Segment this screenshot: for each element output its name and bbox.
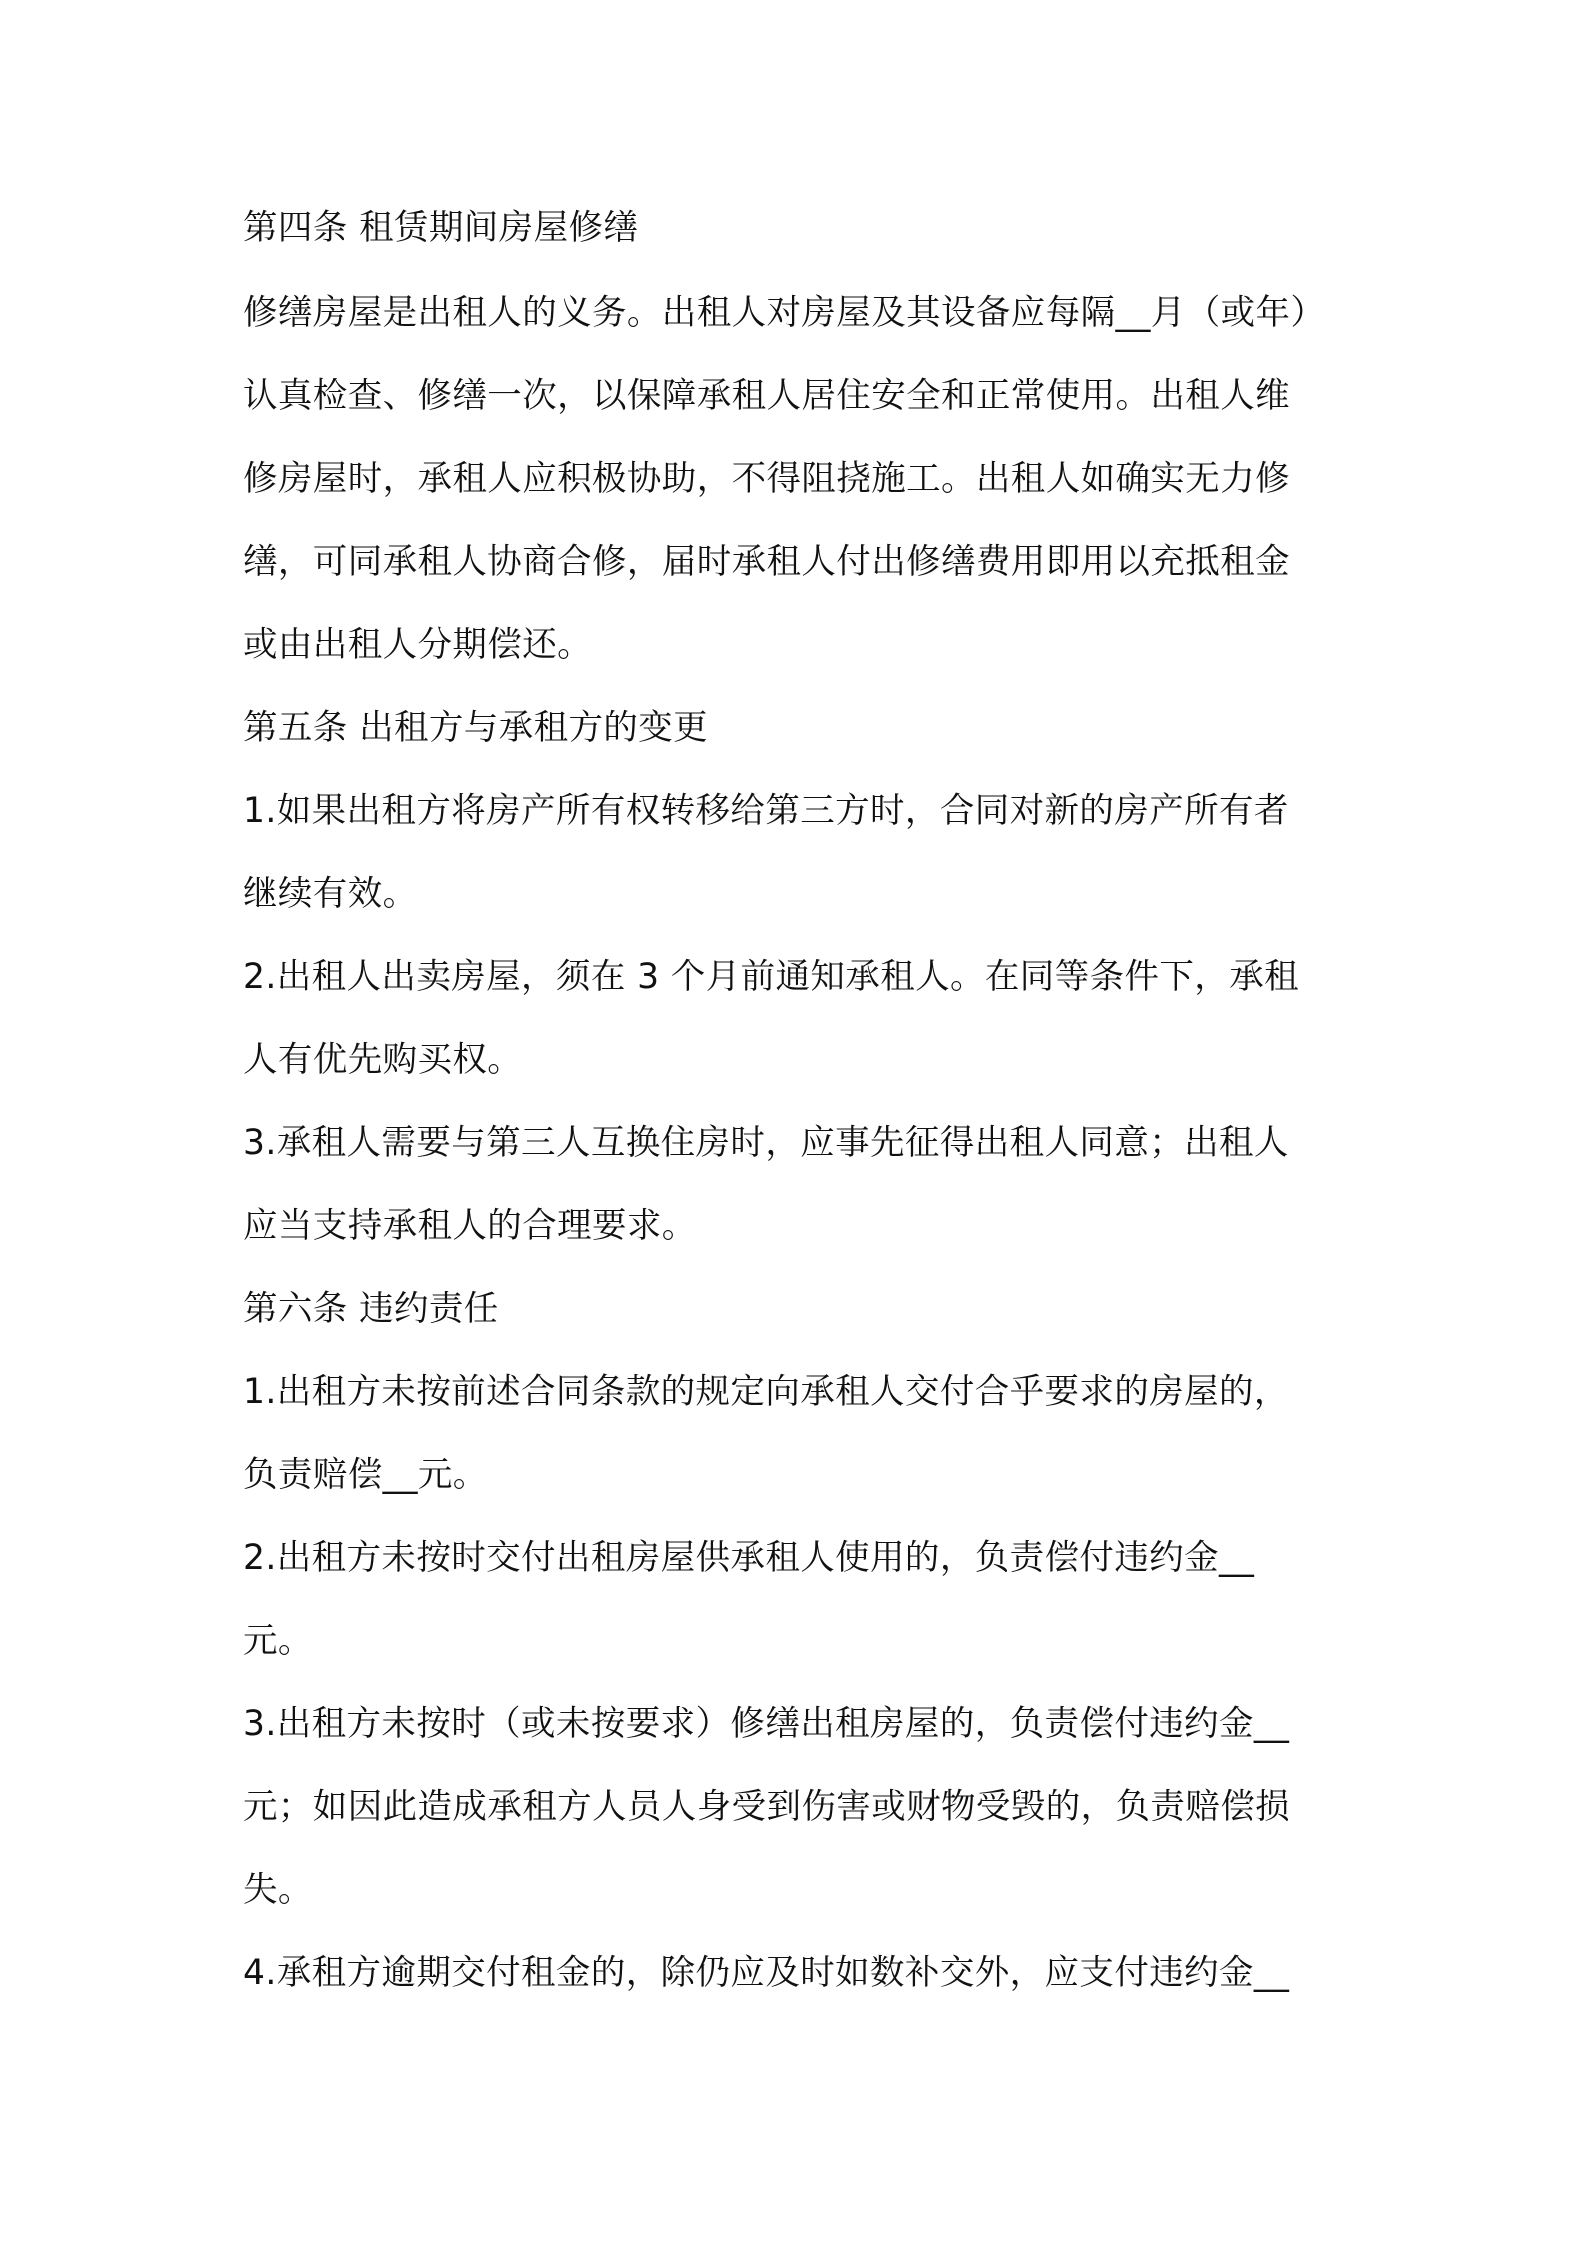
article-4-text-line-2: 认真检查、修缮一次，以保障承租人居住安全和正常使用。出租人维 (243, 376, 1290, 416)
article-6-item-3-line-3: 失。 (243, 1870, 313, 1910)
article-6-item-2-line-1: 2.出租方未按时交付出租房屋供承租人使用的，负责偿付违约金__ (243, 1538, 1255, 1578)
article-6-item-3-line-2: 元；如因此造成承租方人员人身受到伤害或财物受毁的，负责赔偿损 (243, 1787, 1290, 1827)
article-5-heading: 第五条 出租方与承租方的变更 (243, 708, 709, 748)
article-6-item-4-line-1: 4.承租方逾期交付租金的，除仍应及时如数补交外，应支付违约金__ (243, 1953, 1290, 1993)
article-5-item-3-line-1: 3.承租人需要与第三人互换住房时，应事先征得出租人同意；出租人 (243, 1123, 1289, 1163)
article-5-item-2-line-1: 2.出租人出卖房屋，须在 3 个月前通知承租人。在同等条件下，承租 (243, 957, 1299, 997)
article-6-item-1-line-2: 负责赔偿__元。 (243, 1455, 488, 1495)
article-5-item-1-line-1: 1.如果出租方将房产所有权转移给第三方时，合同对新的房产所有者 (243, 791, 1289, 831)
article-5-item-2-line-2: 人有优先购买权。 (243, 1040, 523, 1080)
article-5-item-1-line-2: 继续有效。 (243, 874, 418, 914)
article-4-text-line-4: 缮，可同承租人协商合修，届时承租人付出修缮费用即用以充抵租金 (243, 542, 1290, 582)
article-4-text-line-5: 或由出租人分期偿还。 (243, 625, 592, 665)
article-6-item-3-line-1: 3.出租方未按时（或未按要求）修缮出租房屋的，负责偿付违约金__ (243, 1704, 1290, 1744)
article-6-item-1-line-1: 1.出租方未按前述合同条款的规定向承租人交付合乎要求的房屋的， (243, 1372, 1289, 1412)
article-5-item-3-line-2: 应当支持承租人的合理要求。 (243, 1206, 697, 1246)
article-4-text-line-1: 修缮房屋是出租人的义务。出租人对房屋及其设备应每隔__月（或年） (243, 293, 1326, 333)
article-4-heading: 第四条 租赁期间房屋修缮 (243, 208, 639, 248)
article-6-item-2-line-2: 元。 (243, 1621, 313, 1661)
article-4-text-line-3: 修房屋时，承租人应积极协助，不得阻挠施工。出租人如确实无力修 (243, 459, 1290, 499)
article-6-heading: 第六条 违约责任 (243, 1289, 499, 1329)
